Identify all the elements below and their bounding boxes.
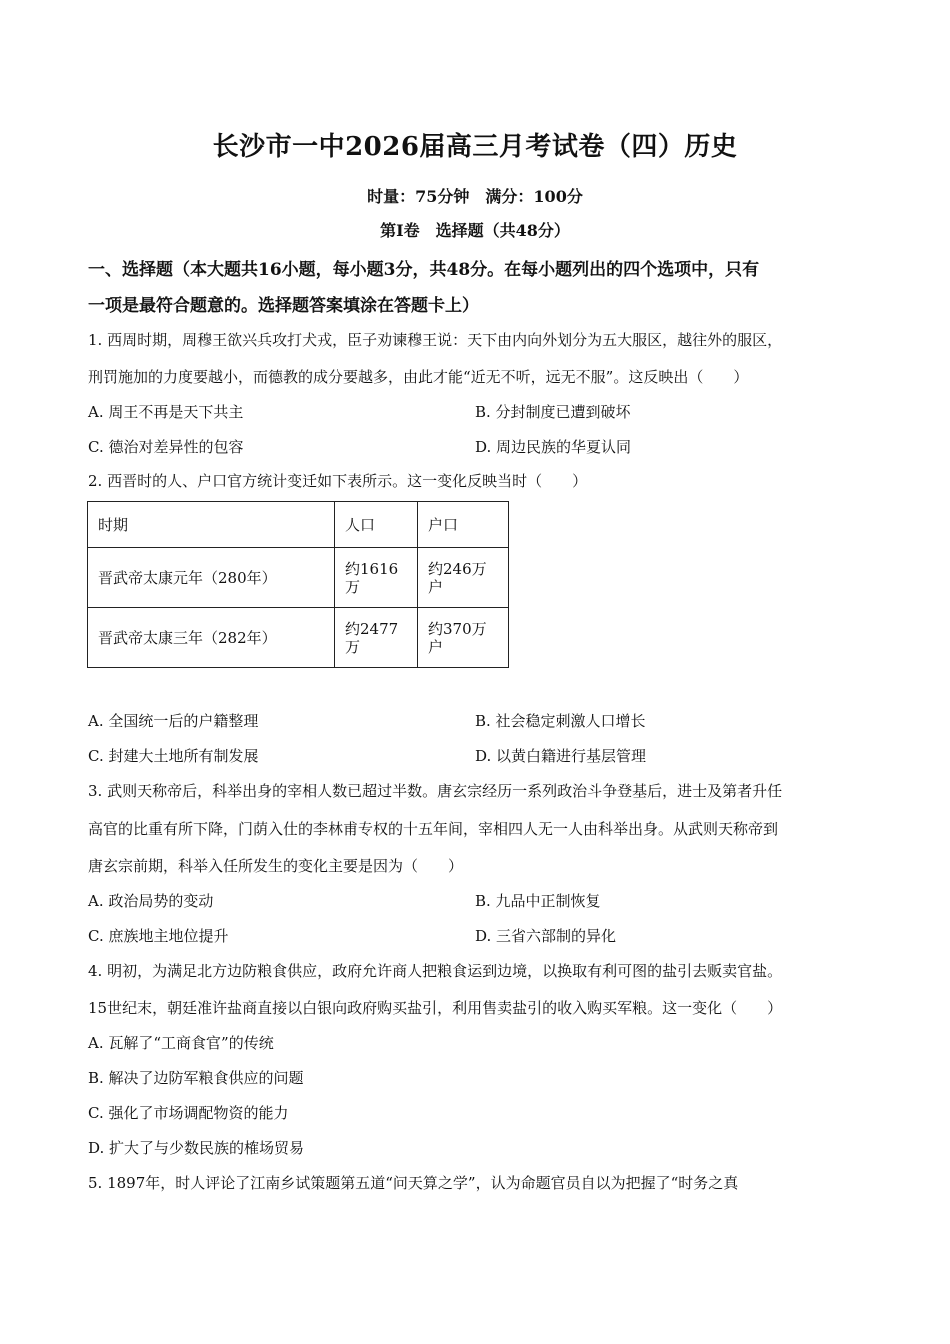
section-instructions-line1: 一、选择题（本大题共16小题，每小题3分，共48分。在每小题列出的四个选项中，只有: [88, 260, 760, 280]
q3-stem-line3: 唐玄宗前期，科举入任所发生的变化主要是因为（ ）: [88, 857, 464, 875]
table-header-households: 户口: [418, 502, 509, 548]
part-heading: 第Ⅰ卷 选择题（共48分）: [380, 221, 570, 240]
table-cell: 晋武帝太康三年（282年）: [88, 608, 335, 668]
table-cell: 约1616万: [335, 548, 418, 608]
q4-stem-line1: 4. 明初，为满足北方边防粮食供应，政府允许商人把粮食运到边境，以换取有利可图的盐引去贩卖官盐。: [88, 962, 783, 980]
q1-option-c: C. 德治对差异性的包容: [88, 438, 244, 456]
q4-option-a: A. 瓦解了“工商食官”的传统: [88, 1034, 274, 1052]
q2-stem: 2. 西晋时的人、户口官方统计变迁如下表所示。这一变化反映当时（ ）: [88, 472, 588, 490]
q3-stem-line2: 高官的比重有所下降，门荫入仕的李林甫专权的十五年间，宰相四人无一人由科举出身。从武则天称帝到: [88, 820, 779, 838]
q3-option-d: D. 三省六部制的异化: [475, 927, 617, 945]
q1-stem-line1: 1. 西周时期，周穆王欲兴兵攻打犬戎，臣子劝谏穆王说：天下由内向外划分为五大服区，越往外的服区，: [88, 331, 783, 349]
population-table: [87, 501, 509, 668]
q4-option-c: C. 强化了市场调配物资的能力: [88, 1104, 289, 1122]
table-cell: 约370万户: [418, 608, 509, 668]
q4-option-b: B. 解决了边防军粮食供应的问题: [88, 1069, 304, 1087]
table-header-period: 时期: [88, 502, 335, 548]
section-instructions-line2: 一项是最符合题意的。选择题答案填涂在答题卡上）: [88, 296, 479, 316]
table-header-row: [88, 502, 509, 548]
q1-option-d: D. 周边民族的华夏认同: [475, 438, 632, 456]
q2-option-b: B. 社会稳定刺激人口增长: [475, 712, 646, 730]
table-cell: 约2477万: [335, 608, 418, 668]
q4-stem-line2: 15世纪末，朝廷准许盐商直接以白银向政府购买盐引，利用售卖盐引的收入购买军粮。这一变化（ ）: [88, 999, 783, 1017]
q5-stem-line1: 5. 1897年，时人评论了江南乡试策题第五道“问天算之学”，认为命题官员自以为把握了“时务之真: [88, 1174, 739, 1192]
table-row: [88, 548, 509, 608]
table-row: [88, 608, 509, 668]
q2-option-c: C. 封建大土地所有制发展: [88, 747, 259, 765]
table-cell: 约246万户: [418, 548, 509, 608]
exam-meta: 时量：75分钟 满分：100分: [367, 187, 583, 206]
q2-option-a: A. 全国统一后的户籍整理: [88, 712, 259, 730]
q4-option-d: D. 扩大了与少数民族的榷场贸易: [88, 1139, 305, 1157]
page-title: 长沙市一中2026届高三月考试卷（四）历史: [212, 132, 738, 162]
table-cell: 晋武帝太康元年（280年）: [88, 548, 335, 608]
q1-option-b: B. 分封制度已遭到破坏: [475, 403, 631, 421]
q3-option-a: A. 政治局势的变动: [88, 892, 214, 910]
q3-option-b: B. 九品中正制恢复: [475, 892, 601, 910]
q2-option-d: D. 以黄白籍进行基层管理: [475, 747, 647, 765]
table-header-population: 人口: [335, 502, 418, 548]
q3-option-c: C. 庶族地主地位提升: [88, 927, 229, 945]
q1-option-a: A. 周王不再是天下共主: [88, 403, 244, 421]
q1-stem-line2: 刑罚施加的力度要越小，而德教的成分要越多，由此才能“近无不听，远无不服”。这反映出（ ）: [88, 368, 749, 386]
q3-stem-line1: 3. 武则天称帝后，科举出身的宰相人数已超过半数。唐玄宗经历一系列政治斗争登基后，进士及第者升任: [88, 782, 783, 800]
